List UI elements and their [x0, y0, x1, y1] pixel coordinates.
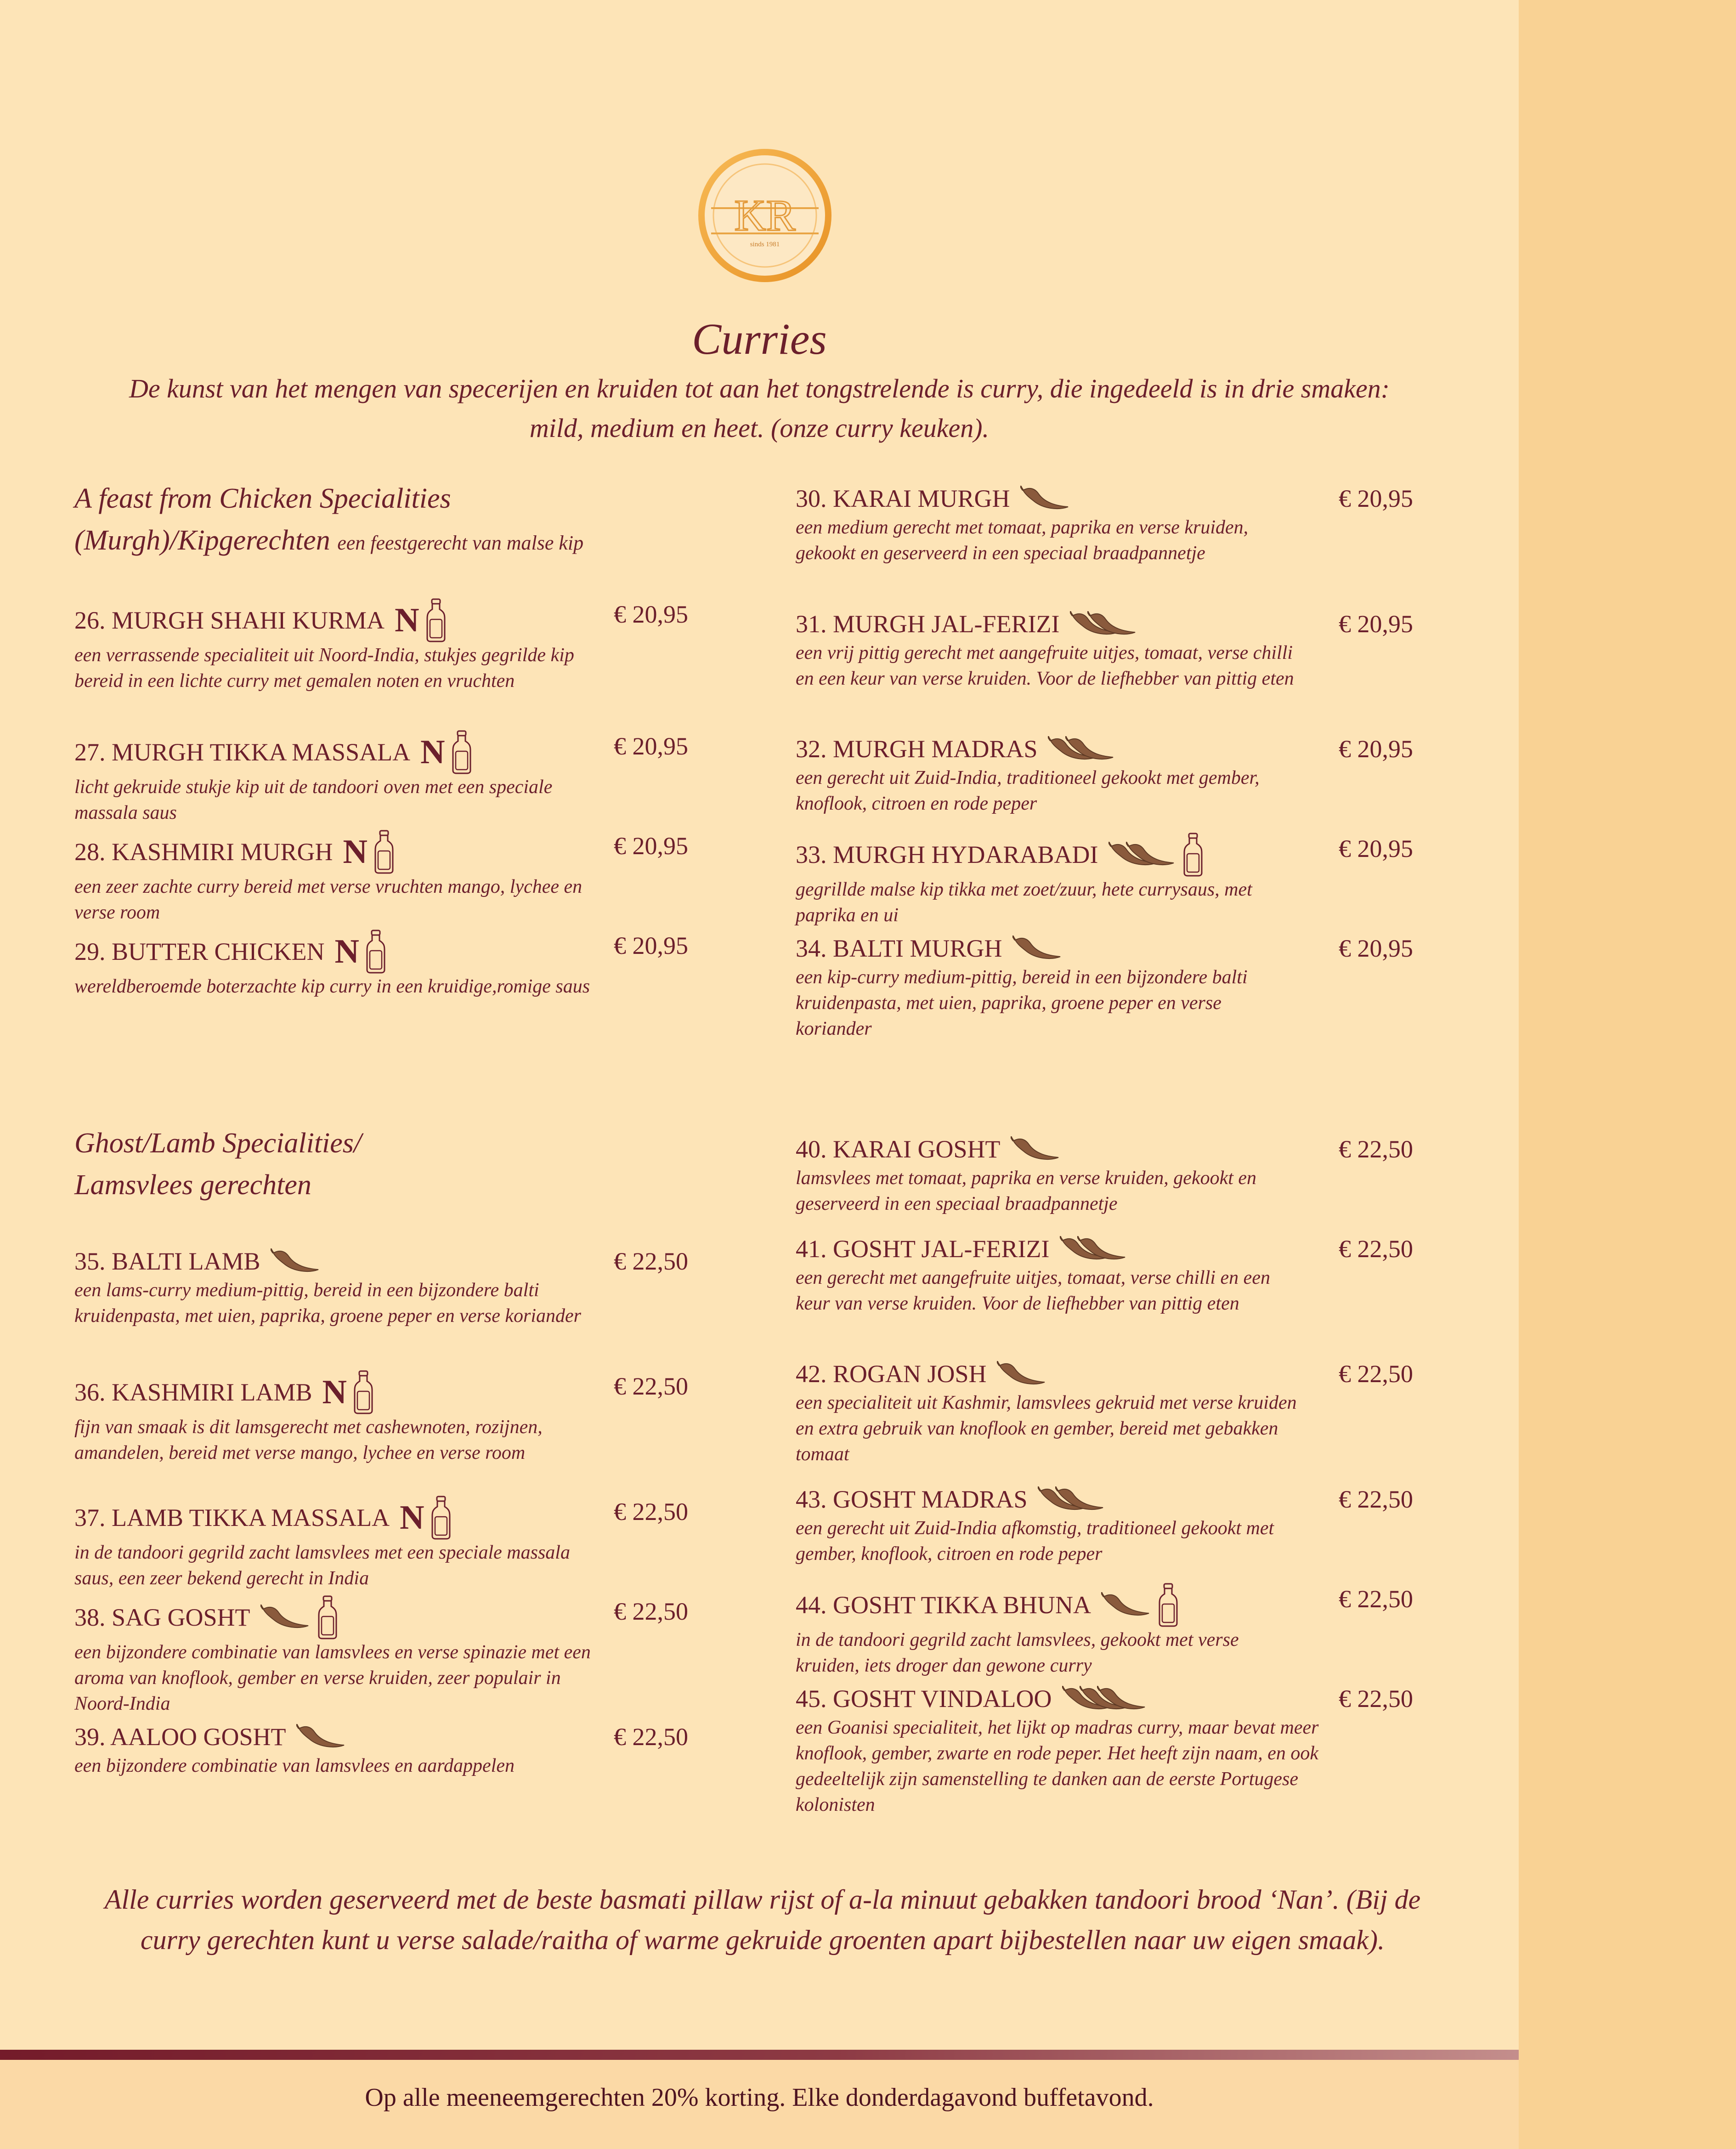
- menu-item: [796, 482, 1301, 566]
- menu-item-description: wereldberoemde boterzachte kip curry in een kruidige,romige saus: [74, 976, 590, 997]
- menu-item-name-row: [796, 833, 1301, 877]
- nuts-badge-icon: N: [334, 933, 359, 970]
- menu-item: [796, 1483, 1301, 1567]
- menu-item-name-row: [796, 1233, 1301, 1265]
- menu-item-name: 35. BALTI LAMB: [74, 1247, 260, 1275]
- menu-item-name-row: [74, 1595, 594, 1639]
- menu-item-name-row: [796, 1133, 1301, 1165]
- menu-item: [74, 1721, 594, 1779]
- menu-item-name-row: [74, 1721, 594, 1753]
- menu-item: [74, 1245, 594, 1329]
- milk-bottle-icon: [426, 598, 446, 642]
- menu-item-price: € 20,95: [1339, 610, 1413, 638]
- logo-tagline: sinds 1981: [750, 241, 780, 248]
- menu-item: [796, 608, 1301, 692]
- menu-item-name: 27. MURGH TIKKA MASSALA: [74, 738, 411, 766]
- menu-item-name-row: [74, 730, 594, 774]
- menu-item-price: € 22,50: [1339, 1486, 1413, 1513]
- milk-bottle-icon: [366, 930, 386, 974]
- nuts-badge-icon: N: [322, 1373, 347, 1411]
- menu-item-price: € 20,95: [1339, 485, 1413, 512]
- menu-item-icons: [1012, 936, 1063, 961]
- menu-item-name-row: [796, 608, 1301, 640]
- menu-item-name: 26. MURGH SHAHI KURMA: [74, 607, 385, 634]
- menu-item-name: 39. AALOO GOSHT: [74, 1723, 286, 1751]
- menu-item-description: fijn van smaak is dit lamsgerecht met cashewnoten, rozijnen, amandelen, bereid met verse mango, lychee en verse room: [74, 1417, 543, 1463]
- menu-item-name: 34. BALTI MURGH: [796, 935, 1002, 962]
- lamb-section-heading: [74, 1123, 672, 1206]
- menu-item-name: 43. GOSHT MADRAS: [796, 1486, 1028, 1513]
- menu-item-icons: [343, 830, 394, 874]
- menu-item-price: € 22,50: [1339, 1685, 1413, 1712]
- menu-item-name-row: [796, 1358, 1301, 1390]
- menu-item-price: € 22,50: [1339, 1585, 1413, 1613]
- menu-item-description: een zeer zachte curry bereid met verse vruchten mango, lychee en verse room: [74, 876, 582, 923]
- chilli-icon: [1038, 1486, 1106, 1512]
- menu-item-name: 44. GOSHT TIKKA BHUNA: [796, 1591, 1091, 1619]
- menu-item-description: in de tandoori gegrild zacht lamsvlees met een speciale massala saus, een zeer bekend gerecht in India: [74, 1542, 570, 1589]
- chicken-heading-line1: A feast from Chicken Specialities: [74, 483, 451, 514]
- menu-item-name: 30. KARAI MURGH: [796, 485, 1010, 512]
- menu-item-name-row: [796, 932, 1301, 964]
- menu-item-icons: [1038, 1486, 1106, 1512]
- menu-item-icons: [334, 930, 385, 974]
- menu-item: [796, 932, 1301, 1042]
- binder-tab-strip: [1519, 0, 1736, 2149]
- menu-item-icons: [271, 1248, 321, 1274]
- menu-item: [796, 733, 1301, 817]
- chicken-heading-sub: een feestgerecht van malse kip: [337, 532, 584, 554]
- menu-item-icons: [400, 1496, 451, 1540]
- menu-item-price: € 22,50: [614, 1498, 688, 1525]
- nuts-badge-icon: N: [420, 733, 445, 771]
- menu-item-name: 41. GOSHT JAL-FERIZI: [796, 1235, 1050, 1263]
- chilli-icon: [997, 1361, 1047, 1387]
- menu-item-price: € 22,50: [614, 1723, 688, 1751]
- bottom-promo-text: Op alle meeneemgerechten 20% korting. Elke donderdagavond buffetavond.: [365, 2083, 1154, 2112]
- chilli-icon: [1070, 611, 1138, 637]
- menu-item-name-row: [74, 598, 594, 642]
- menu-item-icons: [1070, 611, 1138, 637]
- menu-item-name: 37. LAMB TIKKA MASSALA: [74, 1504, 390, 1531]
- menu-item-name-row: [796, 1583, 1301, 1627]
- intro-text: De kunst van het mengen van specerijen en kruiden tot aan het tongstrelende is curry, die ingedeeld is in drie smaken: mild, medium en heet. (onze curry keuken).: [129, 374, 1390, 443]
- menu-item: [74, 1370, 594, 1466]
- logo-letters: KR: [734, 191, 796, 240]
- menu-item-name: 38. SAG GOSHT: [74, 1604, 250, 1631]
- chilli-icon: [1020, 486, 1071, 511]
- menu-item-name-row: [74, 930, 594, 974]
- menu-item-icons: [1062, 1686, 1148, 1712]
- menu-item: [796, 1358, 1301, 1467]
- milk-bottle-icon: [1158, 1583, 1178, 1627]
- menu-item-description: een verrassende specialiteit uit Noord-India, stukjes gegrilde kip bereid in een lichte curry met gemalen noten en vruchten: [74, 645, 574, 692]
- chilli-icon: [296, 1724, 347, 1750]
- menu-item-name-row: [74, 1245, 594, 1277]
- chilli-icon: [1011, 1136, 1061, 1162]
- menu-item-name-row: [74, 1496, 594, 1540]
- menu-item-price: € 20,95: [614, 732, 688, 760]
- menu-item-description: een Goanisi specialiteit, het lijkt op madras curry, maar bevat meer knoflook, gember, zwarte en rode peper. Het heeft zijn naam, en ook gedeeltelijk zijn samenstelling te danken aan de eerste Portugese kolonisten: [796, 1717, 1319, 1815]
- menu-item-price: € 20,95: [1339, 835, 1413, 862]
- footer-note: Alle curries worden geserveerd met de beste basmati pillaw rijst of a-la minuut gebakken tandoori brood ‘Nan’. (Bij de curry gerechten kunt u verse salade/raitha of warme gekruide groenten apart bijbestellen naar uw eigen smaak).: [104, 1884, 1421, 1955]
- menu-item-icons: [1060, 1236, 1128, 1262]
- milk-bottle-icon: [431, 1496, 451, 1540]
- nuts-badge-icon: N: [395, 601, 419, 639]
- menu-item-icons: [260, 1595, 338, 1639]
- menu-item-description: een kip-curry medium-pittig, bereid in een bijzondere balti kruidenpasta, met uien, paprika, groene peper en verse koriander: [796, 967, 1248, 1039]
- menu-item-price: € 22,50: [614, 1247, 688, 1275]
- menu-item: [74, 1595, 594, 1717]
- chilli-icon: [1012, 936, 1063, 961]
- menu-item-description: een gerecht uit Zuid-India afkomstig, traditioneel gekookt met gember, knoflook, citroen en rode peper: [796, 1518, 1274, 1565]
- chilli-icon: [1062, 1686, 1148, 1712]
- milk-bottle-icon: [374, 830, 394, 874]
- menu-item-icons: [395, 598, 446, 642]
- kr-logo: [696, 146, 834, 285]
- menu-item-icons: [1048, 736, 1116, 762]
- chilli-icon: [1060, 1236, 1128, 1262]
- menu-item-description: een bijzondere combinatie van lamsvlees en verse spinazie met een aroma van knoflook, gember en verse kruiden, zeer populair in Noord-India: [74, 1642, 591, 1714]
- menu-item-name: 45. GOSHT VINDALOO: [796, 1685, 1052, 1712]
- menu-item: [74, 830, 594, 925]
- menu-item: [74, 730, 594, 826]
- menu-item-name: 40. KARAI GOSHT: [796, 1135, 1001, 1163]
- menu-item-price: € 22,50: [1339, 1235, 1413, 1263]
- menu-item-price: € 20,95: [614, 932, 688, 959]
- menu-item-icons: [322, 1370, 373, 1414]
- menu-item-name-row: [74, 1370, 594, 1414]
- menu-item-description: een specialiteit uit Kashmir, lamsvlees gekruid met verse kruiden en extra gebruik van knoflook en gember, bereid met gebakken tomaat: [796, 1392, 1297, 1465]
- milk-bottle-icon: [452, 730, 472, 774]
- menu-item-price: € 20,95: [614, 832, 688, 860]
- chilli-icon: [271, 1248, 321, 1274]
- menu-item-icons: [1020, 486, 1071, 511]
- menu-item-price: € 22,50: [614, 1598, 688, 1625]
- menu-item-icons: [1011, 1136, 1061, 1162]
- menu-item: [74, 1496, 594, 1591]
- menu-item: [74, 930, 594, 999]
- menu-item-description: een vrij pittig gerecht met aangefruite uitjes, tomaat, verse chilli en een keur van verse kruiden. Voor de liefhebber van pittig eten: [796, 642, 1294, 689]
- menu-item-description: een lams-curry medium-pittig, bereid in een bijzondere balti kruidenpasta, met uien, paprika, groene peper en verse koriander: [74, 1280, 582, 1327]
- menu-item-price: € 22,50: [1339, 1135, 1413, 1163]
- menu-item-description: een gerecht uit Zuid-India, traditioneel gekookt met gember, knoflook, citroen en rode peper: [796, 767, 1260, 814]
- menu-item-name-row: [74, 830, 594, 874]
- menu-item-name-row: [796, 1483, 1301, 1515]
- menu-item-icons: [420, 730, 471, 774]
- menu-item-name: 33. MURGH HYDARABADI: [796, 841, 1098, 868]
- menu-item-name: 32. MURGH MADRAS: [796, 735, 1038, 763]
- menu-item-price: € 20,95: [1339, 735, 1413, 763]
- nuts-badge-icon: N: [343, 833, 368, 871]
- menu-item-icons: [1108, 833, 1203, 877]
- lamb-heading-line2: Lamsvlees gerechten: [74, 1169, 311, 1201]
- menu-item: [796, 833, 1301, 928]
- menu-item: [796, 1133, 1301, 1217]
- chilli-icon: [1108, 842, 1176, 868]
- menu-item-name-row: [796, 482, 1301, 515]
- menu-item-name: 29. BUTTER CHICKEN: [74, 938, 325, 965]
- menu-item-name: 28. KASHMIRI MURGH: [74, 838, 333, 866]
- menu-item-name-row: [796, 733, 1301, 765]
- menu-item-name: 42. ROGAN JOSH: [796, 1360, 987, 1388]
- chilli-icon: [1101, 1592, 1152, 1618]
- nuts-badge-icon: N: [400, 1499, 424, 1537]
- menu-item-description: gegrillde malse kip tikka met zoet/zuur, hete currysaus, met paprika en ui: [796, 879, 1252, 926]
- chicken-heading-line2: (Murgh)/Kipgerechten: [74, 525, 330, 556]
- menu-item-icons: [1101, 1583, 1178, 1627]
- menu-item-price: € 20,95: [614, 601, 688, 628]
- menu-item-description: licht gekruide stukje kip uit de tandoori oven met een speciale massala saus: [74, 777, 553, 823]
- menu-item: [796, 1583, 1301, 1678]
- menu-item-price: € 22,50: [614, 1372, 688, 1400]
- milk-bottle-icon: [317, 1595, 338, 1639]
- chilli-icon: [1048, 736, 1116, 762]
- menu-item-description: een gerecht met aangefruite uitjes, tomaat, verse chilli en een keur van verse kruiden. Voor de liefhebber van pittig eten: [796, 1267, 1270, 1314]
- chilli-icon: [260, 1605, 311, 1630]
- menu-item-description: een medium gerecht met tomaat, paprika en verse kruiden, gekookt en geserveerd in een speciaal braadpannetje: [796, 517, 1249, 564]
- chicken-section-heading: [74, 478, 672, 564]
- menu-item-name-row: [796, 1683, 1365, 1715]
- menu-item-icons: [296, 1724, 347, 1750]
- menu-item-icons: [997, 1361, 1047, 1387]
- lamb-heading-line1: Ghost/Lamb Specialities/: [74, 1128, 362, 1159]
- menu-item-name: 31. MURGH JAL-FERIZI: [796, 610, 1060, 638]
- page-title: Curries: [692, 314, 827, 363]
- menu-item: [796, 1683, 1365, 1818]
- menu-item-price: € 20,95: [1339, 935, 1413, 962]
- menu-item: [796, 1233, 1301, 1316]
- menu-item-description: lamsvlees met tomaat, paprika en verse kruiden, gekookt en geserveerd in een speciaal braadpannetje: [796, 1168, 1257, 1214]
- menu-item-description: in de tandoori gegrild zacht lamsvlees, gekookt met verse kruiden, iets droger dan gewone curry: [796, 1629, 1239, 1676]
- menu-item: [74, 598, 594, 694]
- milk-bottle-icon: [1183, 833, 1203, 877]
- menu-item-price: € 22,50: [1339, 1360, 1413, 1388]
- milk-bottle-icon: [353, 1370, 373, 1414]
- divider-rule: [0, 2050, 1519, 2060]
- menu-item-name: 36. KASHMIRI LAMB: [74, 1378, 312, 1406]
- menu-item-description: een bijzondere combinatie van lamsvlees en aardappelen: [74, 1755, 515, 1776]
